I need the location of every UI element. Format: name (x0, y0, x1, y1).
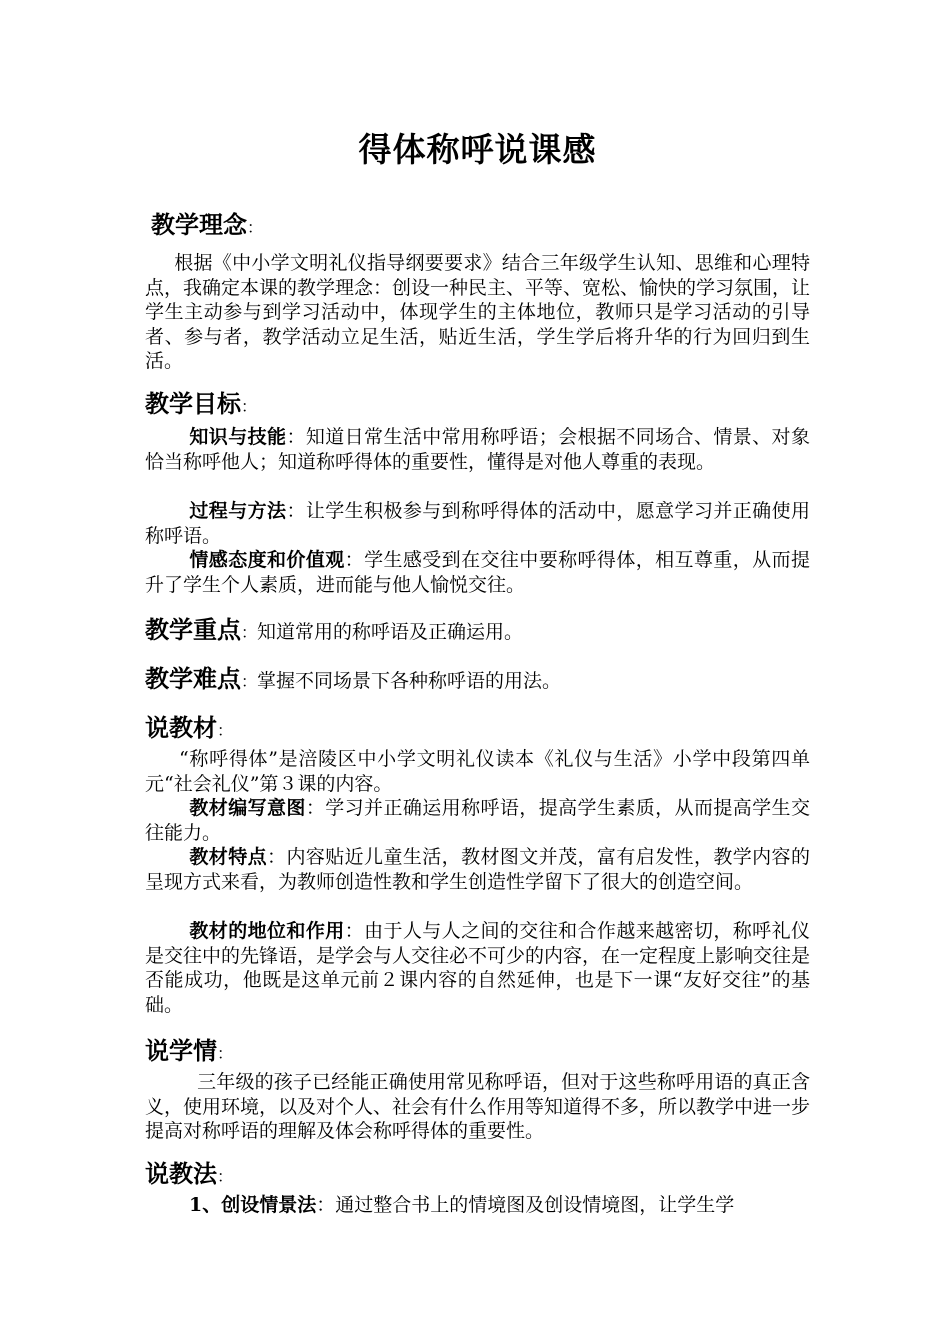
heading-colon: ： (247, 218, 264, 237)
textbook-item-role: 教材的地位和作用：由于人与人之间的交往和合作越来越密切，称呼礼仪是交往中的先锋语，是学会与人交往必不可少的内容，在一定程度上影响交往是否能成功，他既是这单元前２课内容的自然延伸，也是下一课“友好交往”的基础。 (145, 920, 811, 1016)
goal-text-knowledge: 知道日常生活中常用称呼语；会根据不同场合、情景、对象恰当称呼他人；知道称呼得体的重要性，懂得是对他人尊重的表现。 (145, 426, 810, 473)
textbook-intro (145, 747, 810, 796)
textbook-label-features: 教材特点 (189, 846, 268, 868)
textbook-text-intent: 学习并正确运用称呼语，提高学生素质，从而提高学生交往能力。 (145, 797, 810, 844)
students-paragraph (145, 1070, 810, 1144)
textbook-label-intent: 教材编写意图 (189, 797, 306, 819)
heading-colon: ： (217, 1044, 234, 1063)
goal-item-emotion: 情感态度和价值观：学生感受到在交往中要称呼得体，相互尊重，从而提升了学生个人素质，进而能与他人愉悦交往。 (145, 549, 810, 596)
document-title: 得体称呼说课感 (358, 130, 597, 169)
method-text-situation: 通过整合书上的情境图及创设情境图，让学生学 (335, 1194, 735, 1216)
heading-philosophy (151, 205, 263, 240)
goal-item-knowledge: 知识与技能：知道日常生活中常用称呼语；会根据不同场合、情景、对象恰当称呼他人；知道称呼得体的重要性，懂得是对他人尊重的表现。 (145, 426, 810, 473)
philosophy-paragraph (145, 251, 810, 374)
goal-item-process: 过程与方法：让学生积极参与到称呼得体的活动中，愿意学习并正确使用称呼语。 (145, 500, 810, 547)
heading-methods (145, 1154, 233, 1189)
heading-colon: ： (241, 623, 258, 642)
heading-difficulties (145, 659, 561, 694)
heading-colon: ： (241, 397, 258, 416)
textbook-item-features: 教材特点：内容贴近儿童生活，教材图文并茂，富有启发性，教学内容的呈现方式来看，为教师创造性教和学生创造性学留下了很大的创造空间。 (145, 846, 810, 893)
philosophy-text: 根据《中小学文明礼仪指导纲要要求》结合三年级学生认知、思维和心理特点，我确定本课的教学理念：创设一种民主、平等、宽松、愉快的学习氛围，让学生主动参与到学习活动中，体现学生的主体地位，教师只是学习活动的引导者、参与者，教学活动立足生活，贴近生活，学生学后将升华的行为回归到生活。 (145, 252, 811, 372)
heading-goals-text: 教学目标 (145, 389, 241, 418)
goal-text-process: 让学生积极参与到称呼得体的活动中，愿意学习并正确使用称呼语。 (145, 500, 810, 547)
method-label-situation: 1、创设情景法 (189, 1194, 317, 1216)
heading-colon: ： (217, 721, 234, 740)
heading-difficulties-text: 教学难点 (145, 664, 241, 693)
heading-colon: ： (217, 1167, 234, 1186)
students-text: 三年级的孩子已经能正确使用常见称呼语，但对于这些称呼用语的真正含义，使用环境，以及对个人、社会有什么作用等知道得不多，所以教学中进一步提高对称呼语的理解及体会称呼得体的重要性。 (145, 1071, 811, 1142)
heading-colon: ： (241, 672, 258, 691)
textbook-intro-text: “称呼得体”是涪陵区中小学文明礼仪读本《礼仪与生活》小学中段第四单元“社会礼仪”第３课的内容。 (145, 748, 810, 795)
heading-textbook (145, 708, 233, 743)
textbook-item-intent: 教材编写意图：学习并正确运用称呼语，提高学生素质，从而提高学生交往能力。 (145, 797, 810, 844)
textbook-label-role: 教材的地位和作用 (189, 920, 345, 942)
goal-text-emotion: 学生感受到在交往中要称呼得体，相互尊重，从而提升了学生个人素质，进而能与他人愉悦交往。 (145, 549, 810, 596)
heading-students-text: 说学情 (145, 1036, 217, 1065)
method-item-situation: 1、创设情景法：通过整合书上的情境图及创设情境图，让学生学 (189, 1194, 735, 1216)
goal-label-emotion: 情感态度和价值观 (189, 549, 345, 571)
goal-label-process: 过程与方法 (189, 500, 287, 522)
heading-goals (145, 384, 257, 419)
textbook-text-features: 内容贴近儿童生活，教材图文并茂，富有启发性，教学内容的呈现方式来看，为教师创造性教和学生创造性学留下了很大的创造空间。 (145, 846, 810, 893)
difficulties-text: 掌握不同场景下各种称呼语的用法。 (257, 670, 562, 692)
key-points-text: 知道常用的称呼语及正确运用。 (257, 621, 524, 643)
heading-methods-text: 说教法 (145, 1159, 217, 1188)
goal-label-knowledge: 知识与技能 (189, 426, 287, 448)
heading-textbook-text: 说教材 (145, 713, 217, 742)
heading-key-points (145, 610, 523, 645)
heading-philosophy-text: 教学理念 (151, 210, 247, 239)
heading-students (145, 1031, 233, 1066)
heading-key-points-text: 教学重点 (145, 615, 241, 644)
textbook-text-role: 由于人与人之间的交往和合作越来越密切，称呼礼仪是交往中的先锋语，是学会与人交往必不可少的内容，在一定程度上影响交往是否能成功，他既是这单元前２课内容的自然延伸，也是下一课“友好交往”的基础。 (145, 920, 811, 1016)
